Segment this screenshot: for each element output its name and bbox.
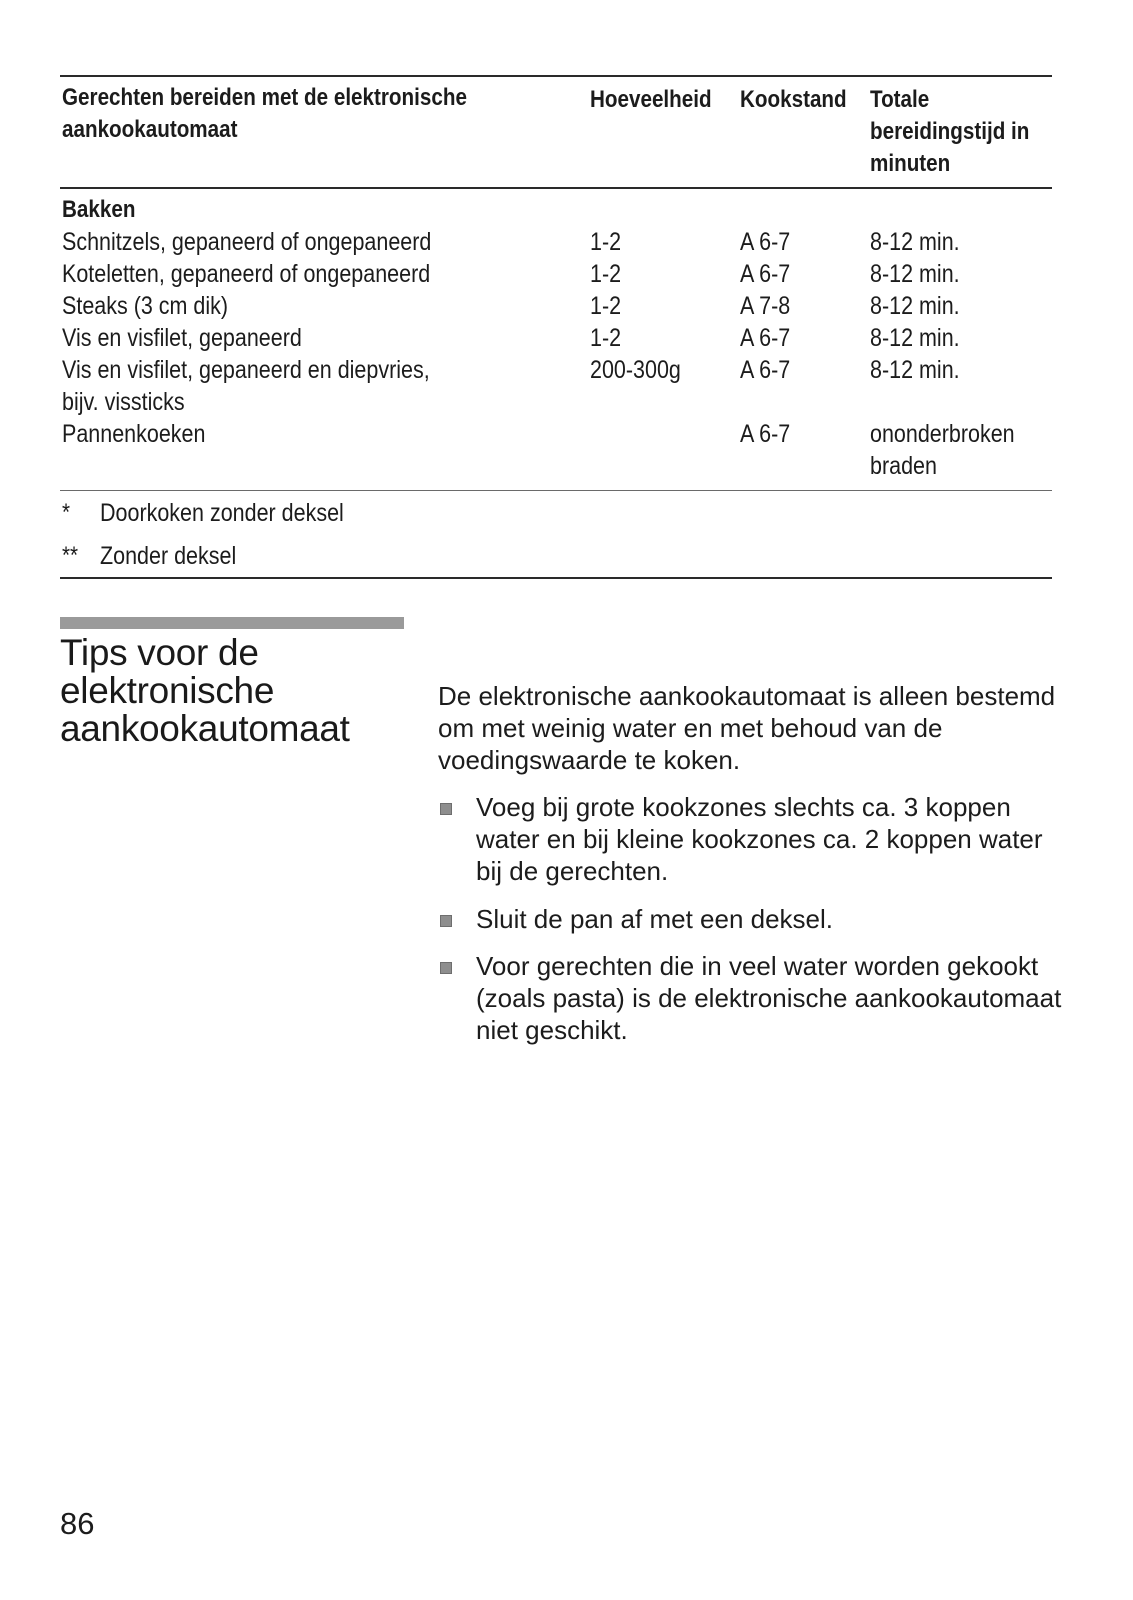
header-dish-label: Gerechten bereiden met de elektronische aankookautomaat	[62, 84, 467, 143]
square-bullet-icon	[440, 962, 452, 974]
table-row-setting: A 6-7	[740, 356, 791, 384]
header-bottom-rule	[60, 187, 1052, 189]
table-row-setting: A 6-7	[740, 420, 791, 448]
table-top-rule	[60, 75, 1052, 77]
table-row-time: ononderbroken braden	[870, 420, 1015, 480]
table-row-setting: A 6-7	[740, 324, 791, 352]
table-row-time: 8-12 min.	[870, 260, 960, 288]
table-row-dish: Steaks (3 cm dik)	[62, 292, 229, 320]
table-row-amount: 1-2	[590, 228, 622, 256]
table-row-setting: A 7-8	[740, 292, 791, 320]
footnote-text: Doorkoken zonder deksel	[100, 499, 344, 527]
table-row-setting: A 6-7	[740, 228, 791, 256]
page-number: 86	[60, 1506, 95, 1541]
table-row-dish: Koteletten, gepaneerd of ongepaneerd	[62, 260, 431, 288]
section-title: Tips voor de elektronische aankookautomaat	[60, 632, 350, 749]
header-time-label: Totale bereidingstijd in minuten	[870, 86, 1030, 177]
table-row-time: 8-12 min.	[870, 356, 960, 384]
footnote-mark: *	[62, 499, 71, 526]
list-item: Voor gerechten die in veel water worden gekookt (zoals pasta) is de elektronische aankookautomaat niet geschikt.	[476, 951, 1062, 1045]
table-body-bottom-rule	[60, 490, 1052, 491]
table-row-dish: Vis en visfilet, gepaneerd	[62, 324, 302, 352]
table-row-amount: 1-2	[590, 292, 622, 320]
footnote-mark: **	[62, 542, 79, 569]
square-bullet-icon	[440, 915, 452, 927]
table-section-heading: Bakken	[62, 196, 136, 223]
footnote-text: Zonder deksel	[100, 542, 237, 570]
square-bullet-icon	[440, 803, 452, 815]
table-row-dish: Pannenkoeken	[62, 420, 206, 448]
list-item: Sluit de pan af met een deksel.	[476, 904, 834, 934]
header-amount-label: Hoeveelheid	[590, 86, 712, 113]
table-row-time: 8-12 min.	[870, 292, 960, 320]
header-setting-label: Kookstand	[740, 86, 847, 113]
section-accent-bar	[60, 617, 404, 629]
table-row-amount: 1-2	[590, 324, 622, 352]
table-row-dish: Vis en visfilet, gepaneerd en diepvries, bijv. vissticks	[62, 356, 430, 416]
table-row-time: 8-12 min.	[870, 324, 960, 352]
table-row-dish: Schnitzels, gepaneerd of ongepaneerd	[62, 228, 432, 256]
table-row-amount: 200-300g	[590, 356, 681, 384]
intro-paragraph: De elektronische aankookautomaat is alleen bestemd om met weinig water en met behoud van de voedingswaarde te koken.	[438, 681, 1056, 775]
list-item: Voeg bij grote kookzones slechts ca. 3 koppen water en bij kleine kookzones ca. 2 koppen water bij de gerechten.	[476, 792, 1043, 886]
table-row-setting: A 6-7	[740, 260, 791, 288]
table-bottom-rule	[60, 577, 1052, 579]
table-row-amount: 1-2	[590, 260, 622, 288]
table-row-time: 8-12 min.	[870, 228, 960, 256]
